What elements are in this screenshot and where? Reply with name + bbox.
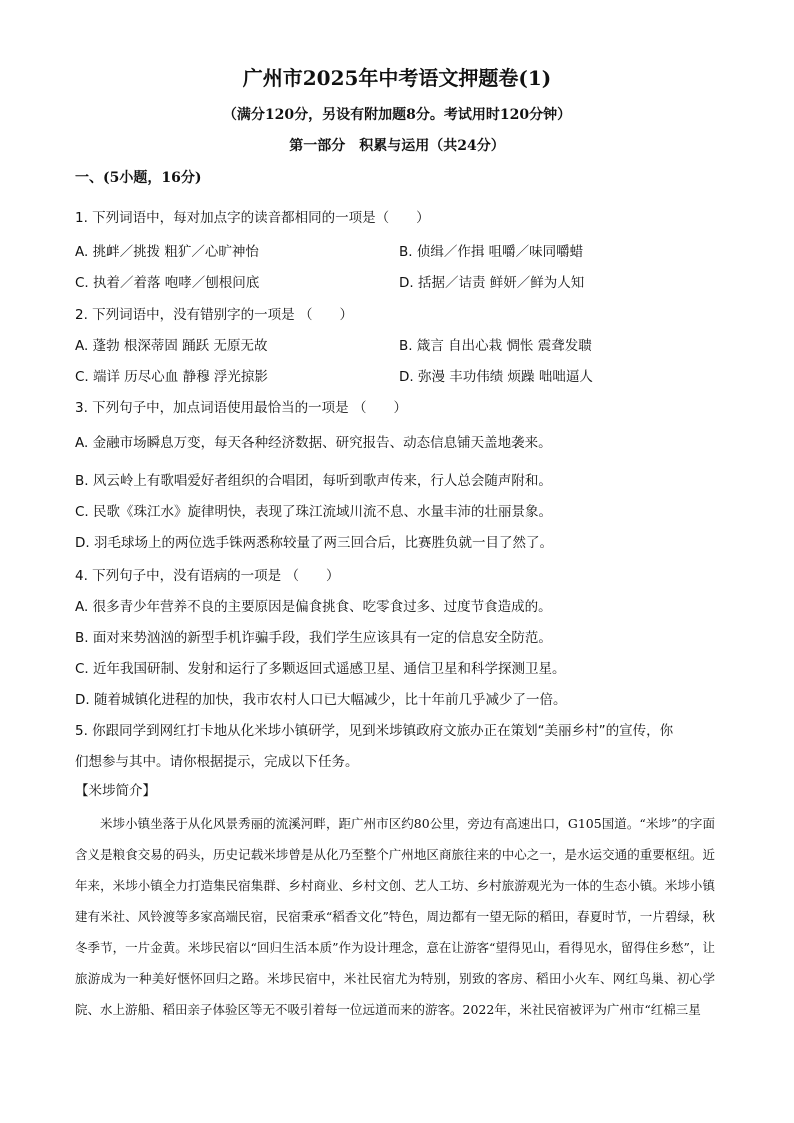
question-1-option-d: D. 括据／诘责 鲜妍／鲜为人知 xyxy=(399,275,585,291)
question-3-option-d: D. 羽毛球场上的两位选手铢两悉称较量了两三回合后，比赛胜负就一目了然了。 xyxy=(75,535,553,551)
section-heading: 一、(5小题，16分) xyxy=(75,170,202,186)
question-5-stem-line-1: 5. 你跟同学到网红打卡地从化米埗小镇研学，见到米埗镇政府文旅办正在策划“美丽乡村”的宣传，你 xyxy=(75,723,674,739)
question-1-option-c: C. 执着／着落 咆哮／刨根问底 xyxy=(75,275,260,291)
question-4-option-b: B. 面对来势汹汹的新型手机诈骗手段，我们学生应该具有一定的信息安全防范。 xyxy=(75,630,552,646)
question-2-option-d: D. 弥漫 丰功伟绩 烦躁 咄咄逼人 xyxy=(399,369,593,385)
exam-title: 广州市2025年中考语文押题卷(1) xyxy=(242,66,552,90)
exam-subtitle: （满分120分，另设有附加题8分。考试用时120分钟） xyxy=(222,107,572,123)
passage-tag: 【米埗简介】 xyxy=(75,783,156,799)
question-4-stem: 4. 下列句子中，没有语病的一项是 （ ） xyxy=(75,568,340,584)
question-1-stem: 1. 下列词语中，每对加点字的读音都相同的一项是（ ） xyxy=(75,210,430,226)
passage-paragraph: 米埗小镇坐落于从化风景秀丽的流溪河畔，距广州市区约80公里，旁边有高速出口，G105国道。“米埗”的字面含义是粮食交易的码头，历史记载米埗曾是从化乃至整个广州地区商旅往来的中心之一，是水运交通的重要枢纽。近年来，米埗小镇全力打造集民宿集群、乡村商业、乡村文创、艺人工坊、乡村旅游观光为一体的生态小镇。米埗小镇建有米社、风铃渡等多家高端民宿，民宿秉承“稻香文化”特色，周边都有一望无际的稻田，春夏时节，一片碧绿，秋冬季节，一片金黄。米埗民宿以“回归生活本质”作为设计理念，意在让游客“望得见山，看得见水，留得住乡愁”，让旅游成为一种美好惬怀回归之路。米埗民宿中，米社民宿尤为特别，别致的客房、稻田小火车、网红鸟巢、初心学院、水上游船、稻田亲子体验区等无不吸引着每一位远道而来的游客。2022年，米社民宿被评为广州市“红棉三星 xyxy=(75,816,715,1017)
question-5-stem-line-2: 们想参与其中。请你根据提示，完成以下任务。 xyxy=(75,754,359,770)
question-2-option-c: C. 端详 历尽心血 静穆 浮光掠影 xyxy=(75,369,268,385)
question-3-stem: 3. 下列句子中，加点词语使用最恰当的一项是 （ ） xyxy=(75,400,407,416)
question-3-option-b: B. 风云岭上有歌唱爱好者组织的合唱团，每听到歌声传来，行人总会随声附和。 xyxy=(75,473,552,489)
question-4-option-d: D. 随着城镇化进程的加快，我市农村人口已大幅减少，比十年前几乎减少了一倍。 xyxy=(75,692,567,708)
question-2-option-b: B. 箴言 自出心栽 惆怅 震聋发聩 xyxy=(399,338,592,354)
question-3-option-a: A. 金融市场瞬息万变，每天各种经济数据、研究报告、动态信息铺天盖地袭来。 xyxy=(75,435,552,451)
part-heading: 第一部分 积累与运用（共24分） xyxy=(289,138,505,154)
question-2-option-a: A. 蓬勃 根深蒂固 踊跃 无原无故 xyxy=(75,338,268,354)
question-3-option-c: C. 民歌《珠江水》旋律明快，表现了珠江流域川流不息、水量丰沛的壮丽景象。 xyxy=(75,504,553,520)
question-2-stem: 2. 下列词语中，没有错别字的一项是 （ ） xyxy=(75,307,353,323)
question-1-option-a: A. 挑衅／挑拨 粗犷／心旷神怡 xyxy=(75,244,259,260)
question-1-option-b: B. 侦缉／作揖 咀嚼／味同嚼蜡 xyxy=(399,244,584,260)
question-4-option-a: A. 很多青少年营养不良的主要原因是偏食挑食、吃零食过多、过度节食造成的。 xyxy=(75,599,552,615)
question-4-option-c: C. 近年我国研制、发射和运行了多颗返回式遥感卫星、通信卫星和科学探测卫星。 xyxy=(75,661,566,677)
